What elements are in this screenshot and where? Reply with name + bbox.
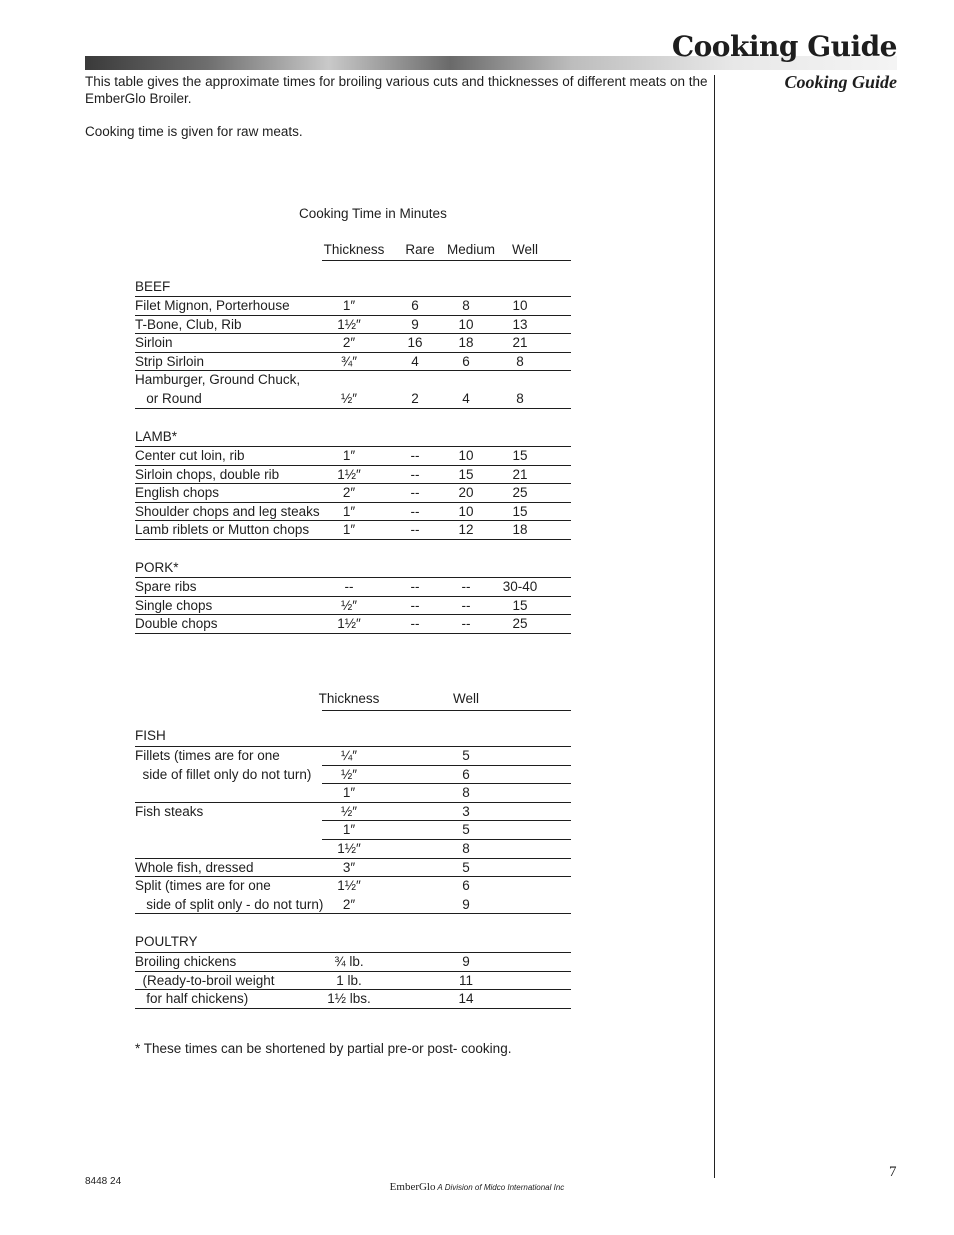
cell-well: 15 — [512, 503, 528, 519]
column-header: Thickness — [323, 242, 385, 257]
cell-medium: 15 — [458, 466, 474, 482]
column-header: Well — [452, 691, 479, 706]
cell-well: 25 — [512, 616, 528, 632]
cell-well: 21 — [512, 335, 528, 351]
cell-thickness: 1½″ — [337, 616, 361, 632]
cell-well: 15 — [512, 597, 528, 613]
cell-well: 3 — [462, 803, 470, 819]
cell-rare: 9 — [411, 316, 419, 332]
cell-thickness: 2″ — [342, 485, 356, 501]
cell-well: 8 — [462, 785, 470, 801]
intro-paragraph: This table gives the approximate times for broiling various cuts and thicknesses of different meats on the EmberGlo Broiler. — [85, 74, 708, 106]
row-label: English chops — [135, 485, 220, 501]
row-label: side of split only - do not turn) — [135, 896, 324, 912]
cell-thickness: 1″ — [342, 298, 356, 313]
cell-well: 6 — [462, 878, 470, 894]
cell-well: 9 — [462, 954, 470, 969]
row-label: Hamburger, Ground Chuck, — [135, 372, 301, 388]
column-header: Well — [511, 242, 538, 257]
cell-rare: -- — [410, 485, 420, 501]
cell-rare: -- — [410, 448, 420, 463]
cell-medium: -- — [461, 616, 471, 632]
intro-text — [85, 73, 710, 156]
cell-medium: 12 — [458, 522, 474, 538]
cell-medium: 10 — [458, 448, 474, 463]
brand-name: EmberGlo — [389, 1181, 436, 1193]
cell-well: 5 — [462, 748, 470, 763]
row-label: (Ready-to-broil weight — [135, 972, 275, 988]
row-label: Single chops — [135, 597, 213, 613]
cell-thickness: 1″ — [342, 785, 356, 801]
section-title: PORK* — [135, 560, 179, 575]
cell-well: 25 — [512, 485, 528, 501]
section-title: BEEF — [135, 279, 171, 294]
row-label: Broiling chickens — [135, 954, 237, 969]
table-rule — [135, 1008, 571, 1009]
cell-well: 10 — [512, 298, 528, 313]
table-rule — [135, 633, 571, 634]
table-rule — [135, 408, 571, 409]
cell-thickness: 1″ — [342, 448, 356, 463]
row-label: Whole fish, dressed — [135, 859, 254, 875]
row-label: Filet Mignon, Porterhouse — [135, 298, 290, 313]
table-rule — [322, 710, 571, 711]
footnote: * These times can be shortened by partial pre-or post- cooking. — [135, 1041, 512, 1056]
cell-thickness: 3″ — [342, 859, 356, 875]
cell-thickness: 1″ — [342, 822, 356, 838]
row-label: Fish steaks — [135, 803, 204, 819]
cell-well: 9 — [462, 896, 470, 912]
cell-rare: -- — [410, 579, 420, 594]
document-code: 8448 24 — [85, 1176, 122, 1187]
cell-rare: 6 — [411, 298, 419, 313]
column-header: Medium — [446, 242, 495, 257]
cell-rare: -- — [410, 466, 420, 482]
cell-thickness: ¼″ — [340, 748, 358, 763]
cell-medium: 8 — [462, 298, 470, 313]
section-title: FISH — [135, 728, 166, 743]
page-number: 7 — [889, 1164, 897, 1180]
row-label: Split (times are for one — [135, 878, 271, 894]
row-label: Sirloin — [135, 335, 173, 351]
cell-medium: 10 — [458, 503, 474, 519]
intro-paragraph: Cooking time is given for raw meats. — [85, 124, 303, 139]
column-divider — [714, 75, 715, 1178]
cell-medium: 6 — [462, 353, 470, 369]
section-title: POULTRY — [135, 934, 198, 949]
cell-rare: -- — [410, 597, 420, 613]
row-label: Spare ribs — [135, 579, 197, 594]
cell-medium: 20 — [458, 485, 474, 501]
cell-thickness: ½″ — [340, 766, 358, 782]
cell-well: 11 — [458, 972, 473, 988]
cell-well: 18 — [512, 522, 528, 538]
cell-rare: -- — [410, 503, 420, 519]
cell-rare: 2 — [411, 390, 419, 406]
cell-thickness: 1″ — [342, 503, 356, 519]
cell-thickness: -- — [344, 579, 354, 594]
column-header: Rare — [405, 242, 435, 257]
row-label: Double chops — [135, 616, 218, 632]
table-caption: Cooking Time in Minutes — [299, 206, 447, 221]
table-rule — [135, 913, 571, 914]
cell-thickness: 2″ — [342, 335, 356, 351]
row-label: for half chickens) — [135, 991, 249, 1007]
brand-division: A Division of Midco International Inc — [435, 1183, 565, 1192]
row-label: Strip Sirloin — [135, 353, 205, 369]
cell-medium: 10 — [458, 316, 474, 332]
cell-thickness: 1 lb. — [336, 972, 362, 988]
page-title: Cooking Guide — [671, 30, 897, 63]
cell-rare: 4 — [411, 353, 419, 369]
row-label: side of fillet only do not turn) — [135, 766, 312, 782]
row-label: Sirloin chops, double rib — [135, 466, 280, 482]
cell-well: 30-40 — [502, 579, 538, 594]
row-label: T-Bone, Club, Rib — [135, 316, 242, 332]
cell-rare: 16 — [407, 335, 423, 351]
row-label: or Round — [135, 390, 202, 406]
cell-well: 8 — [516, 390, 524, 406]
row-label: Lamb riblets or Mutton chops — [135, 522, 310, 538]
cell-thickness: ½″ — [340, 597, 358, 613]
cell-medium: -- — [461, 597, 471, 613]
cell-well: 5 — [462, 822, 470, 838]
cell-thickness: 1½″ — [337, 841, 361, 856]
cell-thickness: ½″ — [340, 803, 358, 819]
row-label: Fillets (times are for one — [135, 748, 280, 763]
cell-well: 8 — [462, 841, 470, 856]
row-label: Center cut loin, rib — [135, 448, 245, 463]
cell-thickness: 1½″ — [337, 466, 361, 482]
cell-thickness: 1½ lbs. — [327, 991, 371, 1007]
cell-medium: -- — [461, 579, 471, 594]
section-subtitle: Cooking Guide — [784, 72, 897, 92]
cell-thickness: 1″ — [342, 522, 356, 538]
cell-thickness: ¾ lb. — [334, 954, 364, 969]
cell-well: 13 — [512, 316, 528, 332]
column-header: Thickness — [318, 691, 380, 706]
cell-rare: -- — [410, 522, 420, 538]
footer-brand — [0, 1177, 954, 1195]
section-title: LAMB* — [135, 429, 178, 444]
cell-medium: 4 — [462, 390, 470, 406]
cell-well: 6 — [462, 766, 470, 782]
cell-well: 15 — [512, 448, 528, 463]
cell-well: 14 — [458, 991, 474, 1007]
cell-well: 5 — [462, 859, 470, 875]
cell-thickness: ½″ — [340, 390, 358, 406]
cell-thickness: ¾″ — [340, 353, 358, 369]
table-rule — [322, 260, 571, 261]
cell-thickness: 1½″ — [337, 316, 361, 332]
cell-rare: -- — [410, 616, 420, 632]
cell-thickness: 1½″ — [337, 878, 361, 894]
cell-well: 21 — [512, 466, 528, 482]
cell-medium: 18 — [458, 335, 474, 351]
cell-well: 8 — [516, 353, 524, 369]
table-rule — [135, 539, 571, 540]
row-label: Shoulder chops and leg steaks — [135, 503, 320, 519]
cell-thickness: 2″ — [342, 896, 356, 912]
